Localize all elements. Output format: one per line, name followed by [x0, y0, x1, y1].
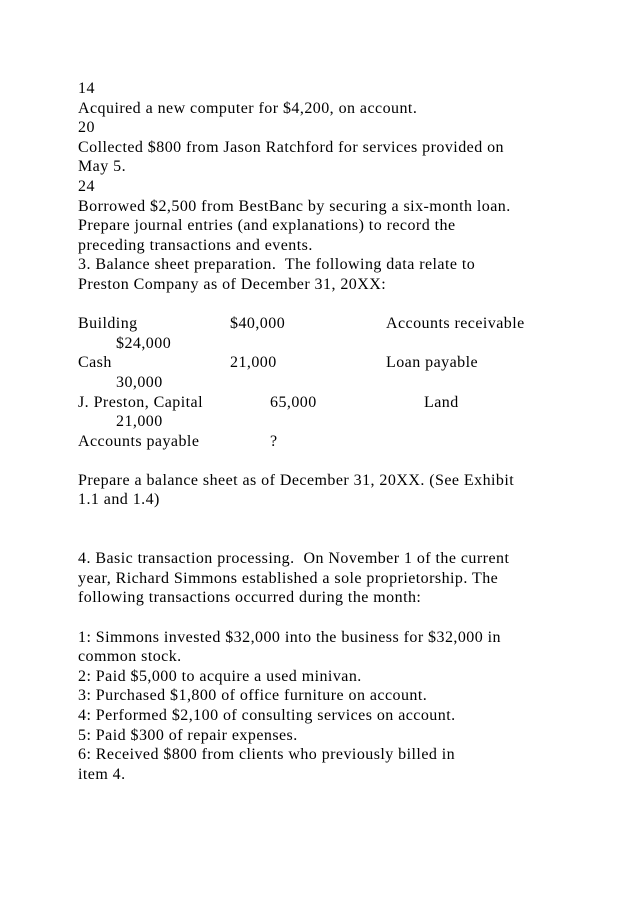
text-line: 14 — [78, 80, 95, 97]
text-line: Collected $800 from Jason Ratchford for services provided on — [78, 138, 505, 156]
text-line: 5: Paid $300 of repair expenses. — [78, 726, 298, 744]
text-line: Prepare a balance sheet as of December 31, 20XX. (See Exhibit — [78, 471, 515, 489]
balance-row — [78, 393, 598, 413]
balance-row — [78, 432, 598, 452]
text-line: Prepare journal entries (and explanations) to record the — [78, 217, 456, 235]
text-line: 3: Purchased $1,800 of office furniture on account. — [78, 687, 428, 705]
account-name: Cash — [78, 354, 112, 372]
text-line: Preston Company as of December 31, 20XX: — [78, 275, 387, 293]
text-line: common stock. — [78, 648, 182, 666]
text-line: 1.1 and 1.4) — [78, 491, 160, 509]
balance-row-wrap — [78, 334, 598, 354]
account-amount: 65,000 — [270, 393, 317, 411]
document-body — [78, 79, 598, 784]
text-line: 24 — [78, 177, 95, 195]
blank-line — [78, 530, 598, 550]
text-line: year, Richard Simmons established a sole proprietorship. The — [78, 569, 499, 587]
text-line: item 4. — [78, 765, 126, 783]
account-amount: 21,000 — [230, 354, 277, 372]
text-line: following transactions occurred during the month: — [78, 589, 422, 607]
blank-line — [78, 608, 598, 628]
account-amount: 21,000 — [116, 413, 163, 431]
account-name: J. Preston, Capital — [78, 393, 203, 411]
balance-row — [78, 314, 598, 334]
text-line: 3. Balance sheet preparation. The following data relate to — [78, 256, 476, 274]
text-line: preceding transactions and events. — [78, 236, 313, 254]
text-line: 2: Paid $5,000 to acquire a used minivan. — [78, 667, 362, 685]
text-line: Acquired a new computer for $4,200, on account. — [78, 99, 418, 117]
balance-row-wrap — [78, 373, 598, 393]
text-line: 6: Received $800 from clients who previously billed in — [78, 746, 456, 764]
account-name: Accounts payable — [78, 432, 200, 450]
balance-row-wrap — [78, 412, 598, 432]
account-amount: $24,000 — [116, 334, 172, 352]
account-name: Loan payable — [386, 354, 479, 372]
balance-data-table — [78, 314, 598, 451]
blank-line — [78, 295, 598, 315]
blank-line — [78, 451, 598, 471]
account-name: Accounts receivable — [386, 315, 525, 333]
text-line: Borrowed $2,500 from BestBanc by securing a six-month loan. — [78, 197, 511, 215]
text-line: 20 — [78, 119, 95, 137]
text-line: May 5. — [78, 158, 127, 176]
account-amount: $40,000 — [230, 315, 286, 333]
balance-row — [78, 353, 598, 373]
account-name: Building — [78, 315, 138, 333]
text-line: 4: Performed $2,100 of consulting services on account. — [78, 707, 456, 724]
account-name: Land — [424, 393, 459, 411]
account-amount: 30,000 — [116, 373, 163, 391]
account-amount: ? — [270, 432, 278, 450]
text-line: 1: Simmons invested $32,000 into the business for $32,000 in — [78, 628, 501, 646]
text-line: 4. Basic transaction processing. On November 1 of the current — [78, 550, 510, 568]
blank-line — [78, 510, 598, 530]
